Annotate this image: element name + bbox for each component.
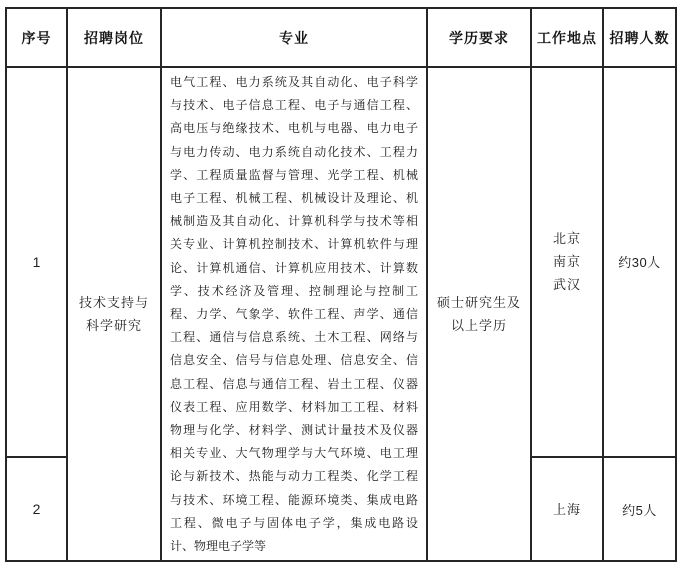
header-location: 工作地点: [531, 8, 603, 67]
text-line: 械制造及其自动化、计算机科学与技术等相: [170, 214, 418, 229]
text-line: 电子工程、机械工程、机械设计及理论、机: [170, 191, 418, 206]
text-line: 硕士研究生及: [436, 295, 521, 311]
text-line: 关专业、计算机控制技术、计算机软件与理: [170, 237, 418, 252]
serial-cell-2: 2: [6, 457, 67, 561]
position-cell: [67, 67, 161, 561]
text-line: 技术支持与: [78, 295, 149, 311]
text-line: 论、计算机通信、计算机应用技术、计算数: [170, 260, 418, 275]
table-header: [6, 8, 676, 67]
text-line: 学、技术经济及管理、控制理论与控制工: [170, 283, 418, 298]
text-line: 计、物理电子学等: [170, 539, 267, 554]
location-text-1: [532, 227, 602, 296]
text-line: 息工程、信息与通信工程、岩土工程、仪器: [170, 376, 418, 391]
recruitment-table: [5, 7, 677, 562]
headcount-cell-2: 约5人: [603, 457, 676, 561]
text-line: 上海: [552, 501, 581, 517]
header-row: [6, 8, 676, 67]
header-education: 学历要求: [427, 8, 531, 67]
text-line: 科学研究: [85, 318, 142, 334]
text-line: 物理与化学、材料学、测试计量技术及仪器: [170, 423, 418, 438]
text-line: 仪表工程、应用数学、材料加工工程、材料: [170, 399, 418, 414]
text-line: 与技术、环境工程、能源环境类、集成电路: [170, 492, 418, 507]
education-text: [428, 291, 530, 337]
text-line: 信息安全、信号与信息处理、信息安全、信: [170, 353, 418, 368]
text-line: 程、力学、气象学、软件工程、声学、通信: [170, 307, 418, 322]
text-line: 北京: [552, 231, 581, 247]
table-body: [6, 67, 676, 561]
text-line: 武汉: [552, 277, 581, 293]
serial-cell-1: 1: [6, 67, 67, 457]
text-line: 学、工程质量监督与管理、光学工程、机械: [170, 167, 418, 182]
location-cell-2: [531, 457, 603, 561]
location-cell-1: [531, 67, 603, 457]
text-line: 工程、微电子与固体电子学，集成电路设: [170, 515, 418, 530]
text-line: 电气工程、电力系统及其自动化、电子科学: [170, 75, 418, 89]
recruitment-table-page: [0, 7, 680, 569]
major-cell: [161, 67, 427, 561]
text-line: 高电压与绝缘技术、电机与电器、电力电子: [170, 121, 418, 136]
table-row: [6, 67, 676, 457]
location-text-2: [532, 498, 602, 521]
text-line: 与技术、电子信息工程、电子与通信工程、: [170, 98, 418, 113]
major-text: [162, 68, 426, 560]
text-line: 相关专业、大气物理学与大气环境、电工理: [170, 446, 418, 461]
text-line: 以上学历: [450, 318, 507, 334]
header-major: 专业: [161, 8, 427, 67]
text-line: 南京: [552, 254, 581, 270]
text-line: 论与新技术、热能与动力工程类、化学工程: [170, 469, 418, 484]
headcount-cell-1: 约30人: [603, 67, 676, 457]
text-line: 工程、通信与信息系统、土木工程、网络与: [170, 330, 418, 345]
text-line: 与电力传动、电力系统自动化技术、工程力: [170, 144, 418, 159]
header-serial: 序号: [6, 8, 67, 67]
education-cell: [427, 67, 531, 561]
position-text: [68, 291, 160, 337]
header-position: 招聘岗位: [67, 8, 161, 67]
header-headcount: 招聘人数: [603, 8, 676, 67]
